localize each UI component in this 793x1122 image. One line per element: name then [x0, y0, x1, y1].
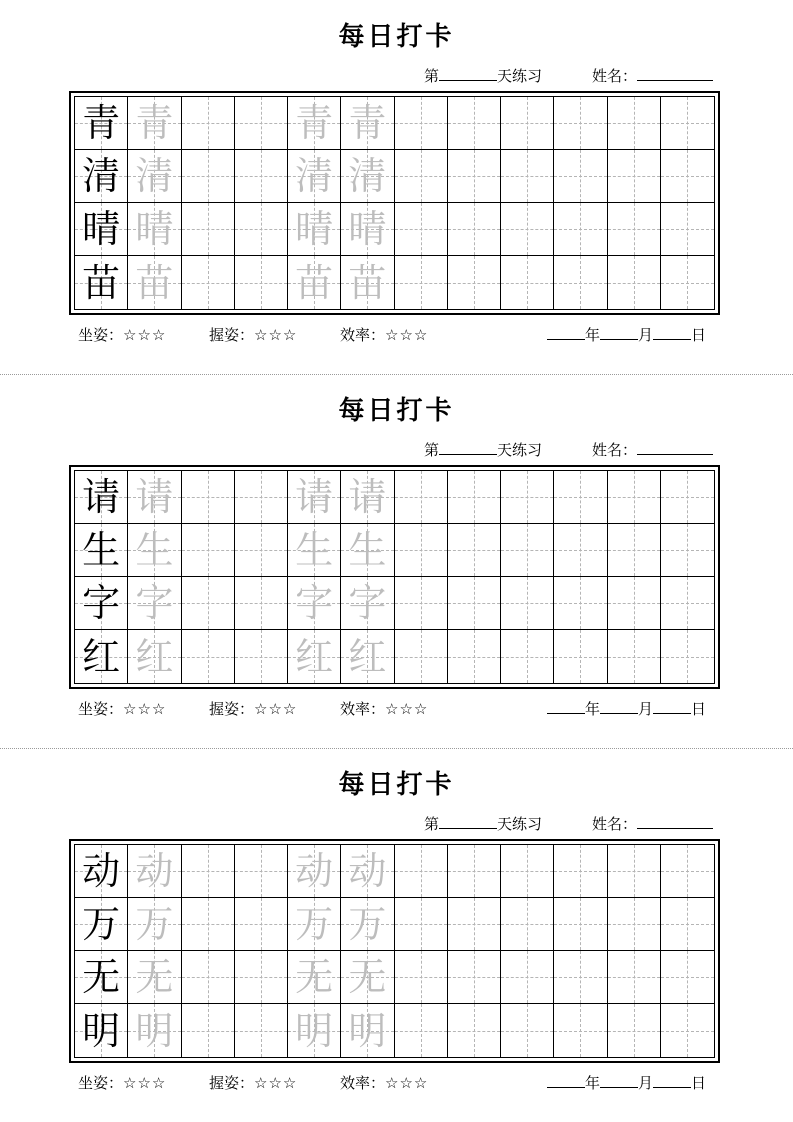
grid-cell[interactable] — [288, 150, 341, 203]
grid-cell[interactable] — [608, 845, 661, 898]
grid-cell[interactable] — [288, 471, 341, 524]
month-label: 月 — [638, 700, 654, 718]
writing-grid — [74, 844, 715, 1058]
grid-cell[interactable] — [182, 630, 235, 683]
trace-character: 明 — [135, 1008, 174, 1053]
model-character: 苗 — [82, 260, 121, 305]
grid-cell[interactable] — [448, 203, 501, 256]
trace-character: 红 — [348, 634, 387, 679]
posture-stars[interactable]: ☆☆☆ — [123, 700, 167, 718]
writing-grid — [74, 96, 715, 310]
year-label: 年 — [585, 700, 601, 718]
grid-cell[interactable] — [448, 1004, 501, 1057]
trace-character: 无 — [135, 955, 174, 999]
grid-cell[interactable] — [341, 898, 394, 951]
grid-cell[interactable] — [75, 150, 128, 203]
grid-cell[interactable] — [661, 577, 714, 630]
trace-character: 苗 — [135, 260, 174, 305]
trace-character: 生 — [295, 528, 334, 572]
grid-cell[interactable] — [554, 524, 607, 577]
grid-cell[interactable] — [395, 845, 448, 898]
grid-cell[interactable] — [288, 845, 341, 898]
trace-character: 生 — [135, 528, 174, 572]
day-blank[interactable] — [653, 699, 691, 714]
grid-cell[interactable] — [608, 951, 661, 1004]
trace-character: 万 — [348, 902, 387, 946]
grid-cell[interactable] — [341, 471, 394, 524]
grid-cell[interactable] — [395, 471, 448, 524]
month-label: 月 — [638, 326, 654, 344]
grip-label: 握姿： — [209, 700, 255, 718]
grid-cell[interactable] — [128, 845, 181, 898]
grid-cell[interactable] — [501, 898, 554, 951]
grid-cell[interactable] — [235, 471, 288, 524]
grid-cell[interactable] — [235, 203, 288, 256]
grid-cell[interactable] — [235, 630, 288, 683]
trace-character: 红 — [295, 634, 334, 679]
model-character: 青 — [82, 101, 121, 145]
year-blank[interactable] — [547, 699, 585, 714]
grid-cell[interactable] — [128, 203, 181, 256]
grid-cell[interactable] — [128, 524, 181, 577]
posture-stars[interactable]: ☆☆☆ — [123, 326, 167, 344]
grid-cell[interactable] — [661, 256, 714, 309]
grid-cell[interactable] — [501, 1004, 554, 1057]
grid-cell[interactable] — [341, 1004, 394, 1057]
trace-character: 动 — [348, 849, 387, 893]
year-label: 年 — [585, 326, 601, 344]
grid-cell[interactable] — [554, 471, 607, 524]
grid-cell[interactable] — [448, 97, 501, 150]
grid-cell[interactable] — [128, 577, 181, 630]
trace-character: 动 — [295, 849, 334, 893]
trace-character: 万 — [135, 902, 174, 946]
grid-cell[interactable] — [554, 630, 607, 683]
name-label: 姓名： — [592, 67, 638, 85]
trace-character: 青 — [295, 101, 334, 145]
grid-cell[interactable] — [128, 951, 181, 1004]
day-count-field — [424, 813, 542, 834]
section-title: 每日打卡 — [338, 396, 455, 426]
grid-cell[interactable] — [554, 951, 607, 1004]
posture-label: 坐姿： — [78, 326, 124, 344]
grid-cell[interactable] — [288, 951, 341, 1004]
day-prefix: 第 — [424, 67, 440, 85]
posture-rating — [78, 698, 166, 719]
grid-cell[interactable] — [501, 630, 554, 683]
grid-cell[interactable] — [75, 256, 128, 309]
grid-cell[interactable] — [341, 577, 394, 630]
grid-cell[interactable] — [448, 524, 501, 577]
grid-cell[interactable] — [661, 898, 714, 951]
trace-character: 请 — [135, 475, 174, 519]
grid-cell[interactable] — [448, 150, 501, 203]
trace-character: 苗 — [348, 260, 387, 305]
name-field — [592, 813, 713, 834]
grid-cell[interactable] — [448, 630, 501, 683]
efficiency-label: 效率： — [340, 326, 386, 344]
grid-cell[interactable] — [554, 845, 607, 898]
trace-character: 晴 — [135, 207, 174, 251]
day-number-blank[interactable] — [439, 66, 497, 81]
efficiency-stars[interactable]: ☆☆☆ — [385, 1074, 429, 1092]
grid-cell[interactable] — [75, 1004, 128, 1057]
efficiency-rating — [340, 698, 428, 719]
model-character: 无 — [82, 955, 121, 999]
grid-cell[interactable] — [554, 1004, 607, 1057]
grid-cell[interactable] — [128, 471, 181, 524]
day-suffix: 天练习 — [497, 67, 543, 85]
grip-label: 握姿： — [209, 1074, 255, 1092]
grid-cell[interactable] — [182, 203, 235, 256]
grid-cell[interactable] — [235, 97, 288, 150]
grid-cell[interactable] — [395, 203, 448, 256]
trace-character: 字 — [295, 581, 334, 625]
date-line — [547, 1072, 706, 1093]
grip-rating — [209, 1072, 297, 1093]
grid-cell[interactable] — [501, 256, 554, 309]
month-label: 月 — [638, 1074, 654, 1092]
grid-cell[interactable] — [608, 256, 661, 309]
model-character: 明 — [82, 1008, 121, 1053]
trace-character: 动 — [135, 849, 174, 893]
grid-cell[interactable] — [608, 1004, 661, 1057]
grid-cell[interactable] — [448, 256, 501, 309]
trace-character: 晴 — [348, 207, 387, 251]
grid-cell[interactable] — [661, 951, 714, 1004]
grid-cell[interactable] — [128, 256, 181, 309]
day-number-blank[interactable] — [439, 814, 497, 829]
writing-grid-frame — [69, 839, 720, 1063]
grid-cell[interactable] — [448, 951, 501, 1004]
grid-cell[interactable] — [288, 97, 341, 150]
grip-stars[interactable]: ☆☆☆ — [254, 1074, 298, 1092]
grid-cell[interactable] — [395, 1004, 448, 1057]
grid-cell[interactable] — [608, 524, 661, 577]
section-title: 每日打卡 — [338, 22, 455, 52]
grid-cell[interactable] — [501, 845, 554, 898]
grid-cell[interactable] — [288, 256, 341, 309]
model-character: 字 — [82, 581, 121, 625]
grid-cell[interactable] — [341, 630, 394, 683]
grid-cell[interactable] — [75, 898, 128, 951]
model-character: 生 — [82, 528, 121, 572]
grid-cell[interactable] — [341, 97, 394, 150]
grid-cell[interactable] — [661, 150, 714, 203]
grid-cell[interactable] — [75, 630, 128, 683]
date-line — [547, 698, 706, 719]
day-count-field — [424, 65, 542, 86]
grid-cell[interactable] — [608, 471, 661, 524]
grid-cell[interactable] — [448, 471, 501, 524]
grid-cell[interactable] — [395, 630, 448, 683]
name-field — [592, 65, 713, 86]
efficiency-stars[interactable]: ☆☆☆ — [385, 700, 429, 718]
grid-cell[interactable] — [661, 97, 714, 150]
grid-cell[interactable] — [128, 898, 181, 951]
grid-cell[interactable] — [235, 577, 288, 630]
day-prefix: 第 — [424, 441, 440, 459]
day-number-blank[interactable] — [439, 440, 497, 455]
trace-character: 明 — [295, 1008, 334, 1053]
grid-cell[interactable] — [608, 898, 661, 951]
grid-cell[interactable] — [75, 951, 128, 1004]
posture-stars[interactable]: ☆☆☆ — [123, 1074, 167, 1092]
month-blank[interactable] — [600, 699, 638, 714]
practice-section — [0, 374, 793, 748]
writing-grid-frame — [69, 91, 720, 315]
name-label: 姓名： — [592, 441, 638, 459]
grid-cell[interactable] — [341, 256, 394, 309]
grid-cell[interactable] — [182, 577, 235, 630]
grid-cell[interactable] — [554, 203, 607, 256]
grid-cell[interactable] — [608, 150, 661, 203]
grid-cell[interactable] — [341, 524, 394, 577]
grid-cell[interactable] — [501, 471, 554, 524]
model-character: 万 — [82, 902, 121, 946]
grip-label: 握姿： — [209, 326, 255, 344]
model-character: 清 — [82, 154, 121, 198]
grid-cell[interactable] — [235, 150, 288, 203]
posture-rating — [78, 324, 166, 345]
grid-cell[interactable] — [128, 1004, 181, 1057]
trace-character: 晴 — [295, 207, 334, 251]
model-character: 红 — [82, 634, 121, 679]
grid-cell[interactable] — [395, 97, 448, 150]
grid-cell[interactable] — [661, 524, 714, 577]
efficiency-label: 效率： — [340, 1074, 386, 1092]
trace-character: 苗 — [295, 260, 334, 305]
trace-character: 青 — [135, 101, 174, 145]
grid-cell[interactable] — [395, 898, 448, 951]
trace-character: 万 — [295, 902, 334, 946]
grid-cell[interactable] — [288, 524, 341, 577]
grid-cell[interactable] — [501, 97, 554, 150]
grid-cell[interactable] — [182, 150, 235, 203]
name-field — [592, 439, 713, 460]
grid-cell[interactable] — [608, 203, 661, 256]
grid-cell[interactable] — [501, 951, 554, 1004]
date-line — [547, 324, 706, 345]
section-title: 每日打卡 — [338, 770, 455, 800]
grid-cell[interactable] — [182, 1004, 235, 1057]
trace-character: 明 — [348, 1008, 387, 1053]
grid-cell[interactable] — [182, 97, 235, 150]
grid-cell[interactable] — [395, 577, 448, 630]
grid-cell[interactable] — [661, 1004, 714, 1057]
grid-cell[interactable] — [235, 524, 288, 577]
posture-rating — [78, 1072, 166, 1093]
grid-cell[interactable] — [75, 471, 128, 524]
grid-cell[interactable] — [235, 1004, 288, 1057]
grid-cell[interactable] — [182, 951, 235, 1004]
grid-cell[interactable] — [75, 524, 128, 577]
month-blank[interactable] — [600, 325, 638, 340]
grid-cell[interactable] — [661, 845, 714, 898]
day-label: 日 — [691, 326, 707, 344]
grid-cell[interactable] — [128, 630, 181, 683]
grid-cell[interactable] — [235, 951, 288, 1004]
month-blank[interactable] — [600, 1073, 638, 1088]
efficiency-stars[interactable]: ☆☆☆ — [385, 326, 429, 344]
grid-cell[interactable] — [182, 471, 235, 524]
grid-cell[interactable] — [661, 203, 714, 256]
grid-cell[interactable] — [341, 150, 394, 203]
grid-cell[interactable] — [235, 256, 288, 309]
grip-rating — [209, 698, 297, 719]
grid-cell[interactable] — [608, 630, 661, 683]
day-prefix: 第 — [424, 815, 440, 833]
grid-cell[interactable] — [341, 203, 394, 256]
trace-character: 无 — [295, 955, 334, 999]
grid-cell[interactable] — [448, 845, 501, 898]
grid-cell[interactable] — [288, 898, 341, 951]
grid-cell[interactable] — [288, 1004, 341, 1057]
grid-cell[interactable] — [288, 630, 341, 683]
grid-cell[interactable] — [288, 577, 341, 630]
grid-cell[interactable] — [448, 898, 501, 951]
year-blank[interactable] — [547, 1073, 585, 1088]
trace-character: 清 — [348, 154, 387, 198]
grid-cell[interactable] — [182, 898, 235, 951]
grid-cell[interactable] — [554, 97, 607, 150]
grid-cell[interactable] — [554, 898, 607, 951]
trace-character: 无 — [348, 955, 387, 999]
grid-cell[interactable] — [395, 951, 448, 1004]
grid-cell[interactable] — [235, 845, 288, 898]
day-suffix: 天练习 — [497, 815, 543, 833]
grid-cell[interactable] — [75, 97, 128, 150]
trace-character: 红 — [135, 634, 174, 679]
trace-character: 字 — [348, 581, 387, 625]
grid-cell[interactable] — [501, 577, 554, 630]
grid-cell[interactable] — [395, 150, 448, 203]
model-character: 请 — [82, 475, 121, 519]
grid-cell[interactable] — [501, 203, 554, 256]
trace-character: 字 — [135, 581, 174, 625]
grid-cell[interactable] — [182, 524, 235, 577]
grid-cell[interactable] — [661, 630, 714, 683]
name-blank[interactable] — [637, 814, 713, 829]
trace-character: 生 — [348, 528, 387, 572]
grid-cell[interactable] — [395, 256, 448, 309]
trace-character: 清 — [295, 154, 334, 198]
day-suffix: 天练习 — [497, 441, 543, 459]
posture-label: 坐姿： — [78, 700, 124, 718]
grid-cell[interactable] — [395, 524, 448, 577]
model-character: 动 — [82, 849, 121, 893]
year-blank[interactable] — [547, 325, 585, 340]
grip-stars[interactable]: ☆☆☆ — [254, 326, 298, 344]
grid-cell[interactable] — [608, 577, 661, 630]
name-blank[interactable] — [637, 66, 713, 81]
grid-cell[interactable] — [448, 577, 501, 630]
name-blank[interactable] — [637, 440, 713, 455]
grid-cell[interactable] — [235, 898, 288, 951]
year-label: 年 — [585, 1074, 601, 1092]
posture-label: 坐姿： — [78, 1074, 124, 1092]
grid-cell[interactable] — [288, 203, 341, 256]
name-label: 姓名： — [592, 815, 638, 833]
day-count-field — [424, 439, 542, 460]
grid-cell[interactable] — [501, 150, 554, 203]
grid-cell[interactable] — [341, 951, 394, 1004]
grid-cell[interactable] — [661, 471, 714, 524]
grip-stars[interactable]: ☆☆☆ — [254, 700, 298, 718]
writing-grid — [74, 470, 715, 684]
day-blank[interactable] — [653, 1073, 691, 1088]
grid-cell[interactable] — [608, 97, 661, 150]
trace-character: 请 — [348, 475, 387, 519]
grid-cell[interactable] — [75, 577, 128, 630]
practice-section — [0, 0, 793, 374]
trace-character: 请 — [295, 475, 334, 519]
efficiency-rating — [340, 324, 428, 345]
writing-grid-frame — [69, 465, 720, 689]
grid-cell[interactable] — [554, 577, 607, 630]
day-blank[interactable] — [653, 325, 691, 340]
efficiency-label: 效率： — [340, 700, 386, 718]
grid-cell[interactable] — [75, 203, 128, 256]
grid-cell[interactable] — [128, 97, 181, 150]
efficiency-rating — [340, 1072, 428, 1093]
trace-character: 青 — [348, 101, 387, 145]
grid-cell[interactable] — [341, 845, 394, 898]
grid-cell[interactable] — [182, 256, 235, 309]
grip-rating — [209, 324, 297, 345]
practice-section — [0, 748, 793, 1122]
grid-cell[interactable] — [554, 150, 607, 203]
grid-cell[interactable] — [501, 524, 554, 577]
grid-cell[interactable] — [75, 845, 128, 898]
grid-cell[interactable] — [128, 150, 181, 203]
model-character: 晴 — [82, 207, 121, 251]
day-label: 日 — [691, 700, 707, 718]
grid-cell[interactable] — [554, 256, 607, 309]
grid-cell[interactable] — [182, 845, 235, 898]
day-label: 日 — [691, 1074, 707, 1092]
trace-character: 清 — [135, 154, 174, 198]
